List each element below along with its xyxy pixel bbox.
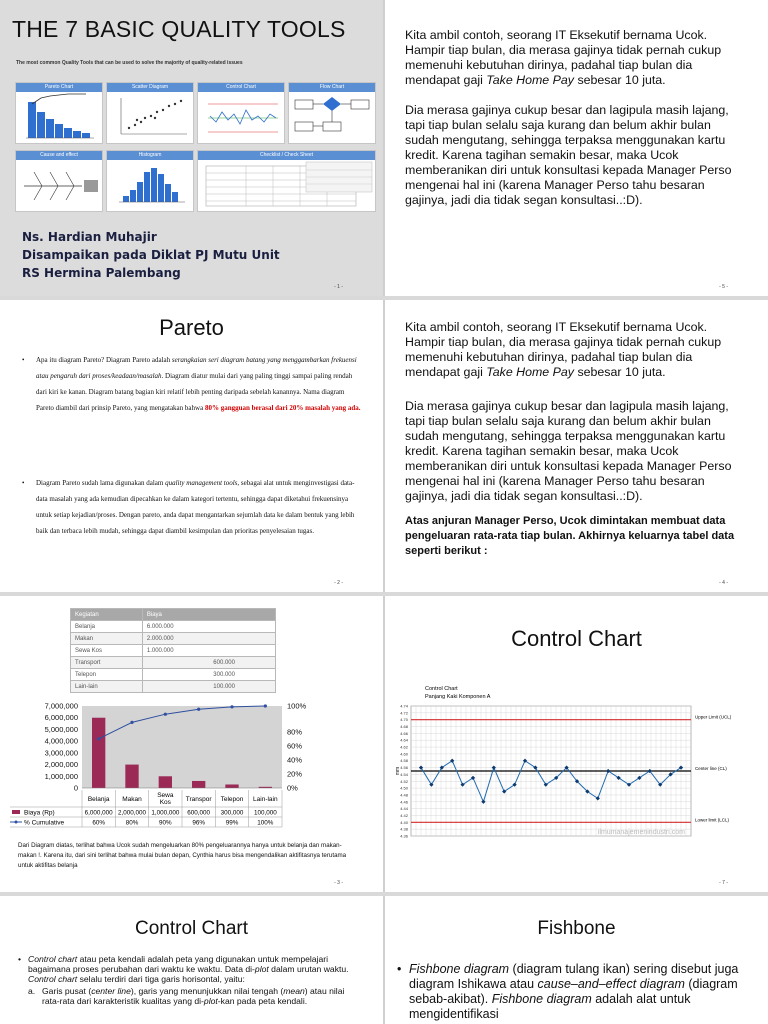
chart-subtitle: Panjang Kaki Komponen A	[425, 694, 491, 700]
table-value: 100,000	[253, 809, 277, 817]
legend-swatch-point	[15, 821, 18, 824]
text-italic: Take Home Pay	[486, 365, 574, 379]
bullet-dot: •	[22, 356, 25, 364]
text-italic: plot	[254, 964, 269, 974]
table-row	[71, 681, 276, 693]
tile-label: Checklist / Check Sheet	[198, 151, 375, 160]
y-tick-label: 4.74	[400, 703, 408, 709]
text-italic: serangkaian seri diagram batang yang menggambarkan frekuensi atau pengaruh dari proses/keadaan/masalah	[36, 356, 357, 380]
bullet-dot: •	[18, 954, 22, 964]
highlight-text: 80% gangguan berasal dari 20% masalah yang ada.	[204, 404, 361, 412]
table-header: Kegiatan	[71, 609, 143, 621]
y-tick-label: 4.40	[400, 819, 408, 825]
table-value: 300,000	[220, 809, 244, 817]
table-value: 90%	[159, 819, 172, 827]
table-value: 600,000	[187, 809, 211, 817]
page-number: - 3 -	[334, 880, 343, 886]
page-number: - 5 -	[719, 284, 728, 290]
plot-area	[82, 706, 282, 788]
tile-label: Control Chart	[198, 83, 284, 92]
pareto-chart	[0, 702, 383, 836]
slide-fishbone	[385, 896, 768, 1024]
author-line: RS Hermina Palembang	[22, 266, 181, 280]
author-name: Ns. Hardian Muhajir	[22, 230, 157, 244]
text: Garis pusat (	[42, 986, 92, 996]
table-value: 6,000,000	[84, 809, 113, 817]
text-italic: Control chart	[28, 954, 78, 964]
text-italic: Take Home Pay	[486, 73, 574, 87]
text-italic: cause–and–effect diagram	[537, 977, 685, 991]
bar	[125, 765, 138, 788]
slide-title: THE 7 BASIC QUALITY TOOLS	[12, 16, 346, 42]
cumulative-point	[164, 713, 167, 716]
text: Kita ambil contoh, seorang IT Eksekutif bernama Ucok. Hampir tiap bulan, dia merasa gajinya tidak pernah cukup memenuhi kebutuhan dirinya, padahal tiap bulan dia mendapat gaji	[405, 320, 722, 379]
x-tick-label: Kos	[159, 799, 171, 806]
y-tick-label: 4.66	[400, 730, 408, 736]
text-italic: Fishbone diagram	[491, 992, 592, 1006]
slide-title: Pareto	[159, 315, 224, 340]
paragraph: Dia merasa gajinya cukup besar dan lagipula masih lajang, tapi tiap bulan selalu saja kurang dan belum akhir bulan sudah mengutang, sehingga terpaksa menggunakan kartu kredit. Karena tagihan semakin besar, maka Ucok memberanikan diri untuk konsultasi kepada Manager Perso mengenai hal ini (karena Manager Perso tahu besaran gajinya, jadi dia tidak segan konsultasi..:D).	[405, 103, 732, 207]
table-value: 80%	[125, 819, 139, 827]
bar	[192, 781, 205, 788]
y2-tick-label: 20%	[287, 769, 303, 779]
y-tick-label: 4.50	[400, 785, 408, 791]
slide-pareto	[0, 300, 383, 592]
slide-title: Fishbone	[537, 918, 616, 939]
x-tick-label: Lain-lain	[253, 796, 278, 803]
y2-tick-label: 60%	[287, 741, 303, 751]
legend-swatch-bar	[12, 810, 20, 814]
table-row	[71, 621, 276, 633]
y-tick-label: 4.36	[400, 833, 408, 839]
paragraph	[405, 320, 740, 380]
table-cell: 300.000	[142, 669, 275, 681]
y-tick-label: 7,000,000	[44, 702, 78, 711]
x-tick-label: Belanja	[87, 796, 110, 803]
x-tick-label: Telepon	[220, 796, 244, 803]
cumulative-point	[230, 705, 233, 708]
slide-control-chart-definition	[0, 896, 383, 1024]
y-tick-label: 4.52	[400, 778, 408, 784]
tile-checklist	[197, 150, 376, 212]
y-tick-label: 4.58	[400, 758, 408, 764]
lcl-label: Lower limit (LCL)	[695, 817, 730, 823]
cl-label: Center line (CL)	[695, 766, 727, 771]
text: ), garis yang menunjukkan nilai tengah (	[130, 986, 284, 996]
text: Apa itu diagram Pareto? Diagram Pareto adalah	[36, 356, 172, 364]
y2-tick-label: 0%	[287, 783, 298, 793]
table-row	[71, 657, 276, 669]
y-tick-label: 4.68	[400, 724, 408, 730]
watermark: ilmumanajemenindustri.com	[597, 829, 685, 836]
chart-note: Dari Diagram diatas, terlihat bahwa Ucok sudah mengeluarkan 80% pengeluarannya hanya untuk belanja dan makan-makan !. Karena itu, dari sini terlihat bahwa mulai bulan depan, Cynthia harus bisa mengendalikan aktifitasnya terutama untuk aktifitas belanja	[18, 842, 347, 869]
y-tick-label: 1,000,000	[44, 771, 78, 781]
paragraph	[405, 28, 740, 88]
slide-title: Control Chart	[135, 918, 248, 939]
bullet-item	[22, 352, 363, 416]
table-cell: Makan	[71, 633, 143, 645]
bar	[159, 776, 172, 788]
text-italic: Fishbone diagram	[409, 962, 510, 976]
table-cell: 600.000	[142, 657, 275, 669]
y-tick-label: 4.64	[400, 737, 408, 743]
table-row	[71, 669, 276, 681]
y2-tick-label: 40%	[287, 755, 303, 765]
page-number: - 7 -	[719, 880, 728, 886]
text-italic: plot	[203, 996, 218, 1006]
control-chart	[385, 686, 768, 856]
page-number: - 1 -	[334, 284, 343, 290]
paragraph-bold: Atas anjuran Manager Perso, Ucok dimintakan membuat data pengeluaran rata-rata tiap bulan. Akhirnya keluarnya tabel data seperti berikut :	[405, 515, 735, 557]
pareto-thumbnail	[16, 92, 102, 144]
text: sebesar 10 juta.	[574, 365, 666, 379]
text: sebesar 10 juta.	[574, 73, 666, 87]
table-cell: Lain-lain	[71, 681, 143, 693]
text: ) atau nilai rata-rata dari karakteristik kualitas yang di-	[42, 986, 345, 1006]
table-cell: 6.000.000	[142, 621, 275, 633]
cumulative-point	[264, 704, 267, 707]
y-tick-label: 4.62	[400, 744, 408, 750]
y-tick-label: 4.54	[400, 771, 408, 777]
tile-label: Scatter Diagram	[107, 83, 193, 92]
checksheet-thumbnail	[198, 160, 375, 212]
slide-title: Control Chart	[511, 626, 642, 651]
cumulative-point	[97, 737, 100, 740]
text: , sebagai alat untuk menginvestigasi data-data masalah yang ada kemudian dipecahkan ke dalam kategori tertentu, sehingga dapat diketahui frekuensinya untuk setiap kejadian/proses. Dengan pareto, anda dapat mengantarkan sejumlah data ke dalam bentuk yang lebih baik dan terbaca lebih mudah, sehingga dapat diambil kesimpulan dan prioritas penyelesaian tugas.	[36, 479, 355, 535]
bullet-dot: •	[22, 479, 25, 487]
y-axis-label: mm	[395, 766, 401, 776]
scatter-thumbnail	[107, 92, 193, 144]
table-cell: Telepon	[71, 669, 143, 681]
y-tick-label: 4.60	[400, 751, 408, 757]
tile-control-chart	[197, 82, 285, 144]
table-cell: 1.000.000	[142, 645, 275, 657]
x-tick-label: Makan	[122, 796, 142, 803]
sub-item-marker: a.	[28, 986, 36, 996]
y-tick-label: 3,000,000	[44, 748, 78, 758]
text: . Diagram diatur mulai dari yang paling tinggi sampai paling rendah dari kiri ke kanan. Diagram batang bagian kiri relatif lebih penting daripada sebelah kanannya. Nama diagram Pareto diambil dari prinsip Pareto, yang mengatakan bahwa	[36, 372, 353, 412]
table-cell: Belanja	[71, 621, 143, 633]
text: atau peta kendali adalah peta yang digunakan untuk mempelajari bagaimana proses perubahan dari waktu ke waktu. Data di-	[28, 954, 329, 974]
y-tick-label: 2,000,000	[44, 760, 78, 770]
tile-pareto	[15, 82, 103, 144]
flow-thumbnail	[289, 92, 375, 144]
bullet-item	[397, 962, 748, 1022]
text: -kan pada peta kendali.	[217, 996, 308, 1006]
fishbone-thumbnail	[16, 160, 102, 212]
sub-item	[28, 986, 363, 1006]
bar	[92, 718, 105, 788]
y-tick-label: 4.70	[400, 717, 408, 723]
y-tick-label: 4.56	[400, 765, 408, 771]
table-cell: 100.000	[142, 681, 275, 693]
text: (diagram sebab-akibat).	[409, 977, 738, 1006]
tile-scatter	[106, 82, 194, 144]
tile-label: Flow Chart	[289, 83, 375, 92]
text: Diagram Pareto sudah lama digunakan dalam	[36, 479, 166, 487]
text: (diagram tulang ikan) sering disebut juga diagram Ishikawa atau	[409, 962, 739, 991]
slide-title-page	[0, 0, 383, 296]
slide-control-chart	[385, 596, 768, 892]
table-value: 100%	[257, 819, 274, 827]
tile-flow-chart	[288, 82, 376, 144]
x-tick-label: Sewa	[157, 792, 174, 799]
chart-title: Control Chart	[425, 686, 458, 692]
y-tick-label: 4.38	[400, 826, 408, 832]
table-value: 2,000,000	[117, 809, 147, 817]
text: dalam urutan waktu.	[268, 964, 349, 974]
text-italic: center line	[91, 986, 131, 996]
table-value: 99%	[225, 819, 239, 827]
tile-label: Histogram	[107, 151, 193, 160]
slide-example-data	[385, 300, 768, 592]
slide-example-intro	[385, 0, 768, 296]
cumulative-point	[130, 721, 133, 724]
y-tick-label: 4.72	[400, 710, 408, 716]
text-italic: mean	[283, 986, 305, 996]
table-cell: Transport	[71, 657, 143, 669]
text-italic: Control chart	[28, 974, 78, 984]
y-tick-label: 4,000,000	[44, 736, 78, 746]
paragraph: Dia merasa gajinya cukup besar dan lagipula masih lajang, tapi tiap bulan selalu saja kurang dan belum akhir bulan sudah mengutang, sehingga terpaksa menggunakan kartu kredit. Karena tagihan semakin besar, maka Ucok memberanikan diri untuk konsultasi kepada Manager Perso mengenai hal ini (karena Manager Perso tahu besaran gajinya, jadi dia tidak segan konsultasi..:D).	[405, 399, 732, 503]
tile-label: Cause and effect	[16, 151, 102, 160]
text: Kita ambil contoh, seorang IT Eksekutif bernama Ucok. Hampir tiap bulan, dia merasa gajinya tidak pernah cukup memenuhi kebutuhan dirinya, padahal tiap bulan dia mendapat gaji	[405, 28, 722, 87]
tile-label: Pareto Chart	[16, 83, 102, 92]
table-value: 60%	[92, 819, 105, 827]
page-number: - 2 -	[334, 580, 343, 586]
table-row	[71, 645, 276, 657]
bullet-dot: •	[397, 962, 402, 976]
y-tick-label: 4.48	[400, 792, 408, 798]
page-number: - 4 -	[719, 580, 728, 586]
legend-label: % Cumulative	[24, 819, 65, 827]
bullet-item	[22, 475, 363, 539]
bullet-item	[18, 954, 363, 1006]
y2-tick-label: 80%	[287, 727, 303, 737]
histogram-thumbnail	[107, 160, 193, 212]
table-cell: 2.000.000	[142, 633, 275, 645]
slide-subtitle: The most common Quality Tools that can be used to solve the majority of quality-related issues	[16, 60, 243, 66]
legend-label: Biaya (Rp)	[24, 809, 55, 817]
slide-pareto-example	[0, 596, 383, 892]
tile-cause-effect	[15, 150, 103, 212]
expense-table	[70, 608, 276, 693]
table-value: 96%	[192, 819, 205, 827]
author-line: Disampaikan pada Diklat PJ Mutu Unit	[22, 248, 280, 262]
table-cell: Sewa Kos	[71, 645, 143, 657]
text: adalah alat untuk mengidentifikasi	[409, 992, 691, 1021]
bar	[225, 784, 238, 788]
control-thumbnail	[198, 92, 284, 144]
x-tick-label: Transpor	[185, 796, 212, 803]
table-row	[71, 633, 276, 645]
text: selalu terdiri dari tiga garis horisontal, yaitu:	[77, 974, 245, 984]
y2-tick-label: 100%	[287, 702, 307, 711]
table-header-row	[71, 609, 276, 621]
y-tick-label: 5,000,000	[44, 724, 78, 734]
y-tick-label: 6,000,000	[44, 713, 78, 723]
y-tick-label: 4.44	[400, 806, 408, 812]
text-italic: quality management tools	[165, 479, 238, 487]
ucl-label: Upper Limit (UCL)	[695, 714, 732, 720]
tile-histogram	[106, 150, 194, 212]
cumulative-point	[197, 708, 200, 711]
table-header: Biaya	[142, 609, 275, 621]
y-tick-label: 0	[73, 783, 78, 793]
table-value: 1,000,000	[151, 809, 180, 817]
y-tick-label: 4.46	[400, 799, 408, 805]
y-tick-label: 4.42	[400, 812, 408, 818]
